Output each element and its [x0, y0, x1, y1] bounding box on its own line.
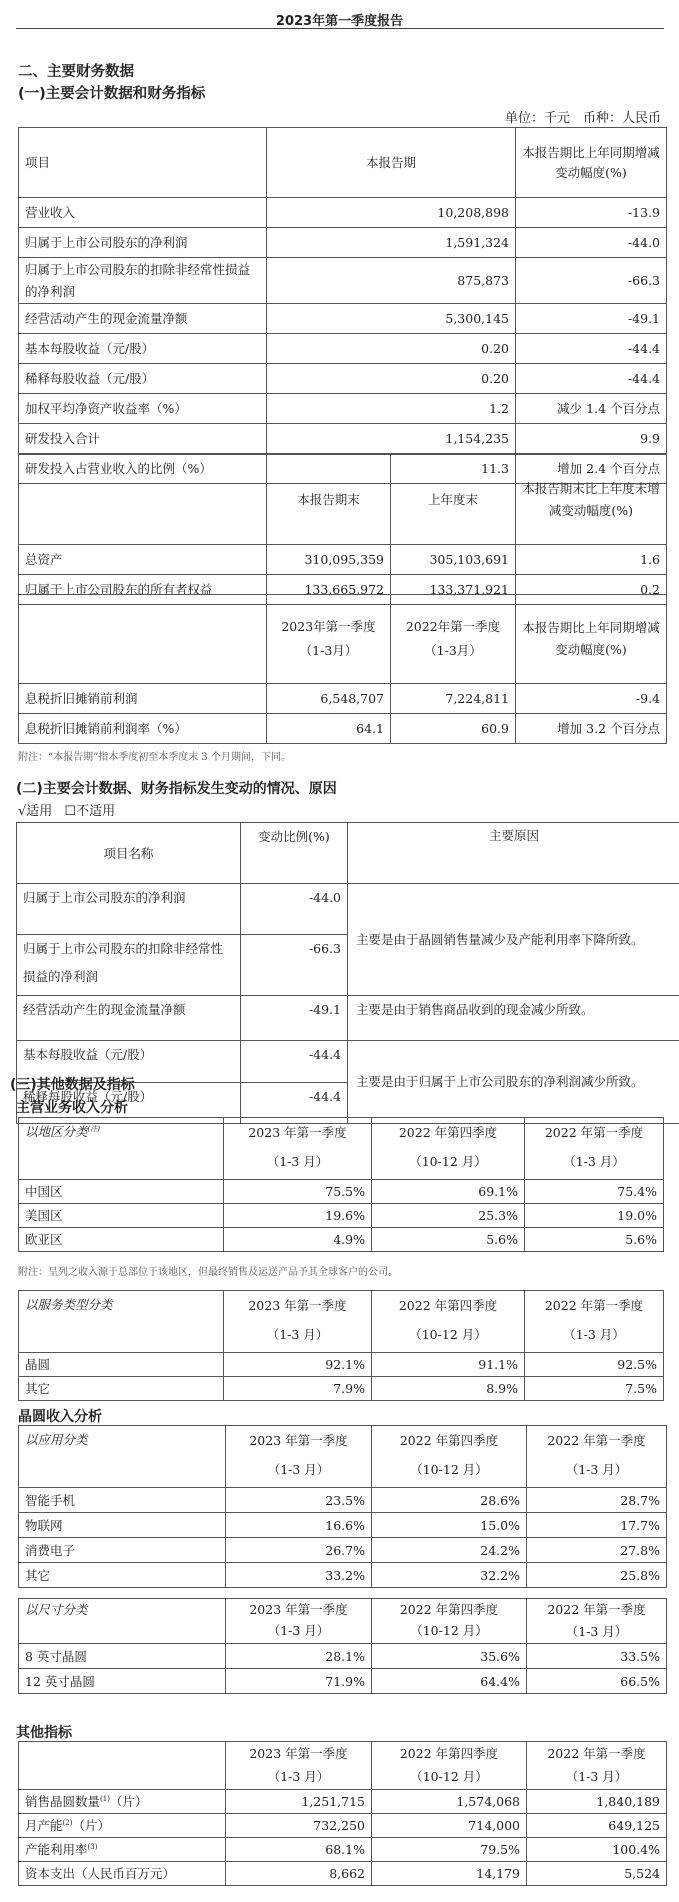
col-header-2022q4: 2022 年第四季度 （10-12 月） — [372, 1742, 527, 1790]
wafer-analysis-title: 晶圆收入分析 — [18, 1409, 102, 1425]
table-row: 其它 7.9% 8.9% 7.5% — [19, 1377, 664, 1401]
col-header-blank — [19, 455, 267, 545]
table-row: 8 英寸晶圆 28.1% 35.6% 33.5% — [19, 1644, 667, 1669]
other-indicators-table — [18, 1741, 667, 1886]
col-header-change: 本报告期比上年同期增减变动幅度(%) — [516, 595, 667, 684]
table-row: 晶圆 92.1% 91.1% 92.5% — [19, 1353, 664, 1377]
subsection-2-title: (二)主要会计数据、财务指标发生变动的情况、原因 — [16, 781, 337, 797]
table-row: 归属于上市公司股东的扣除非经常性损益的净利润 -66.3 — [17, 935, 679, 996]
page-header: 2023年第一季度报告 — [275, 14, 404, 29]
subsection-3-title: (三)其他数据及指标 — [10, 1077, 135, 1093]
balance-table — [18, 454, 667, 605]
table-row: 销售晶圆数量$^{(1)}$（片） 1,251,715 1,574,068 1,840,189 — [19, 1790, 667, 1814]
col-header-change: 本报告期末比上年度末增减变动幅度(%) — [516, 455, 667, 545]
col-header-2022q1: 2022年第一季度（1-3月） — [391, 595, 516, 684]
table-row: 息税折旧摊销前利润率（%） 64.1 60.9 增加 3.2 个百分点 — [19, 714, 667, 744]
revenue-by-service-table — [18, 1290, 664, 1401]
table-row: 基本每股收益（元/股） 0.20 -44.4 — [19, 334, 667, 364]
key-financials-table — [18, 127, 667, 484]
revenue-analysis-title: 主营业务收入分析 — [16, 1100, 128, 1116]
col-header-2023q1: 2023 年第一季度 （1-3 月） — [226, 1599, 372, 1644]
table-row: 归属于上市公司股东的净利润 -44.0 主要是由于晶圆销售量减少及产能利用率下降所致。 — [17, 884, 679, 935]
footnote-region: 附注：呈列之收入源于总部位于该地区，但最终销售及运送产品予其全球客户的公司。 — [18, 1267, 398, 1278]
table-row: 营业收入 10,208,898 -13.9 — [19, 198, 667, 228]
table-row: 归属于上市公司股东的扣除非经常性损益的净利润 875,873 -66.3 — [19, 258, 667, 304]
not-applicable-option: ☐不适用 — [64, 804, 116, 819]
col-header-service: 以服务类型分类 — [19, 1291, 224, 1353]
col-header-change-ratio: 变动比例(%) — [241, 823, 348, 884]
col-header-2022q4: 2022 年第四季度 （10-12 月） — [372, 1291, 525, 1353]
col-header-2022q4: 2022 年第四季度 （10-12 月） — [372, 1118, 525, 1180]
table-row: 归属于上市公司股东的所有者权益 133,665,972 133,371,921 0.2 — [19, 575, 667, 605]
col-header-change: 本报告期比上年同期增减变动幅度(%) — [516, 128, 667, 198]
table-row: 产能利用率$^{(3)}$ 68.1% 79.5% 100.4% — [19, 1838, 667, 1862]
col-header-2023q1: 2023年第一季度（1-3月） — [267, 595, 391, 684]
col-header-2023q1: 2023 年第一季度 （1-3 月） — [226, 1742, 372, 1790]
col-header-item-name: 项目名称 — [17, 823, 241, 884]
reason-cell: 主要是由于销售商品收到的现金减少所致。 — [348, 996, 679, 1041]
table-row: 美国区 19.6% 25.3% 19.0% — [19, 1204, 664, 1228]
col-header-item: 项目 — [19, 128, 267, 198]
ebitda-table — [18, 594, 667, 744]
revenue-by-region-table — [18, 1117, 664, 1252]
col-header-prior-year-end: 上年度末 — [391, 455, 516, 545]
table-row: 研发投入合计 1,154,235 9.9 — [19, 424, 667, 454]
col-header-current: 本报告期 — [267, 128, 516, 198]
col-header-2022q1: 2022 年第一季度 （1-3 月） — [527, 1599, 667, 1644]
col-header-2022q4: 2022 年第四季度 （10-12 月） — [372, 1599, 527, 1644]
applicable-checked-option: √适用 — [18, 804, 53, 819]
col-header-size: 以尺寸分类 — [19, 1599, 226, 1644]
col-header-main-reason: 主要原因 — [348, 823, 679, 884]
table-row: 中国区 75.5% 69.1% 75.4% — [19, 1180, 664, 1204]
table-row: 基本每股收益（元/股） -44.4 主要是由于归属于上市公司股东的净利润减少所致。 — [17, 1041, 679, 1083]
header-rule — [16, 28, 664, 29]
table-row: 稀释每股收益（元/股） 0.20 -44.4 — [19, 364, 667, 394]
wafer-by-size-table — [18, 1598, 667, 1694]
footnote-reporting-period: 附注：“本报告期”指本季度初至本季度末 3 个月期间，下同。 — [18, 752, 291, 763]
col-header-2023q1: 2023 年第一季度 （1-3 月） — [224, 1291, 372, 1353]
col-header-2022q1: 2022 年第一季度 （1-3 月） — [525, 1118, 664, 1180]
table-row: 物联网 16.6% 15.0% 17.7% — [19, 1513, 667, 1538]
table-row: 加权平均净资产收益率（%） 1.2 减少 1.4 个百分点 — [19, 394, 667, 424]
col-header-period-end: 本报告期末 — [267, 455, 391, 545]
col-header-2023q1: 2023 年第一季度 （1-3 月） — [226, 1426, 372, 1488]
table-row: 总资产 310,095,359 305,103,691 1.6 — [19, 545, 667, 575]
table-row: 欧亚区 4.9% 5.6% 5.6% — [19, 1228, 664, 1252]
col-header-2022q1: 2022 年第一季度 （1-3 月） — [527, 1426, 667, 1488]
other-indicators-title: 其他指标 — [16, 1725, 72, 1741]
table-row: 息税折旧摊销前利润 6,548,707 7,224,811 -9.4 — [19, 684, 667, 714]
col-header-blank — [19, 595, 267, 684]
reason-cell: 主要是由于晶圆销售量减少及产能利用率下降所致。 — [348, 884, 679, 996]
table-row: 月产能$^{(2)}$（片） 732,250 714,000 649,125 — [19, 1814, 667, 1838]
unit-line: 单位：千元 币种：人民币 — [504, 111, 661, 126]
table-row: 归属于上市公司股东的净利润 1,591,324 -44.0 — [19, 228, 667, 258]
table-row: 智能手机 23.5% 28.6% 28.7% — [19, 1488, 667, 1513]
col-header-blank — [19, 1742, 226, 1790]
subsection-1-title: (一)主要会计数据和财务指标 — [18, 86, 206, 102]
wafer-by-application-table — [18, 1425, 667, 1588]
table-row: 经营活动产生的现金流量净额 5,300,145 -49.1 — [19, 304, 667, 334]
table-row: 稀释每股收益（元/股） -44.4 — [17, 1083, 679, 1124]
col-header-2023q1: 2023 年第一季度 （1-3 月） — [224, 1118, 372, 1180]
table-row: 消费电子 26.7% 24.2% 27.8% — [19, 1538, 667, 1563]
table-row: 资本支出（人民币百万元） 8,662 14,179 5,524 — [19, 1862, 667, 1886]
table-row: 其它 33.2% 32.2% 25.8% — [19, 1563, 667, 1588]
col-header-2022q1: 2022 年第一季度 （1-3 月） — [525, 1291, 664, 1353]
table-row: 经营活动产生的现金流量净额 -49.1 主要是由于销售商品收到的现金减少所致。 — [17, 996, 679, 1041]
col-header-2022q1: 2022 年第一季度 （1-3 月） — [527, 1742, 667, 1790]
table-row: 研发投入占营业收入的比例（%） 11.3 增加 2.4 个百分点 — [19, 454, 667, 484]
table-row: 12 英寸晶圆 71.9% 64.4% 66.5% — [19, 1669, 667, 1694]
reason-cell: 主要是由于归属于上市公司股东的净利润减少所致。 — [348, 1041, 679, 1124]
section-title: 二、主要财务数据 — [18, 64, 134, 80]
col-header-application: 以应用分类 — [19, 1426, 226, 1488]
applicable-options — [18, 800, 115, 819]
col-header-region: 以地区分类$^{(注)}$ — [19, 1118, 224, 1180]
col-header-2022q4: 2022 年第四季度 （10-12 月） — [372, 1426, 527, 1488]
